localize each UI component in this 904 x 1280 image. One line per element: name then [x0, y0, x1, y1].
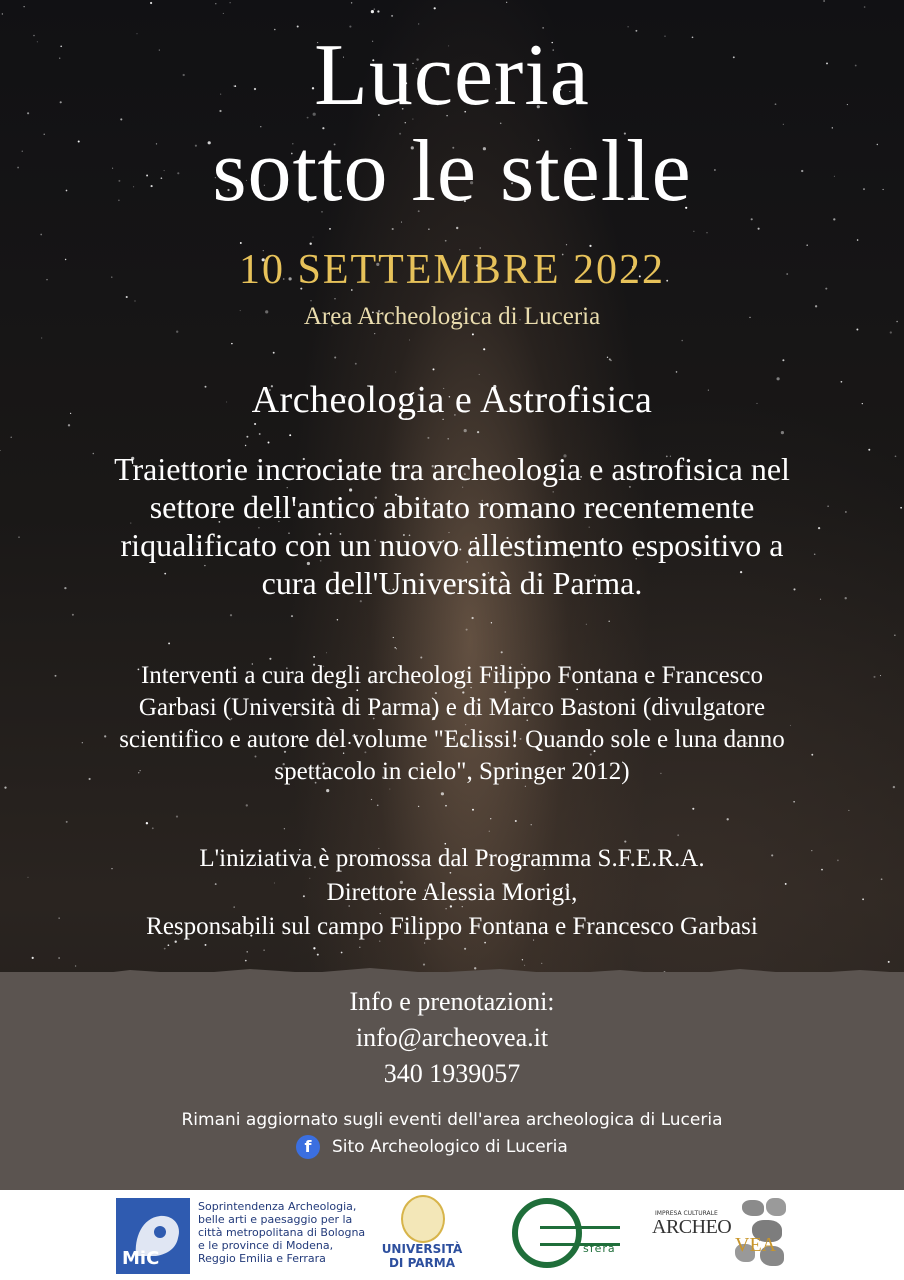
speakers-text	[30, 660, 874, 788]
promoters-line: L'iniziativa è promossa dal Programma S.F.E.R.A.	[199, 845, 705, 872]
description-line: cura dell'Università di Parma.	[261, 565, 643, 601]
event-subtitle: Archeologia e Astrofisica	[251, 379, 653, 421]
title-line-2: sotto le stelle	[212, 123, 692, 220]
stay-updated-text: Rimani aggiornato sugli eventi dell'area archeologica di Luceria	[181, 1110, 723, 1130]
speakers-line: Interventi a cura degli archeologi Filippo Fontana e Francesco	[140, 662, 763, 689]
speakers-line: Garbasi (Università di Parma) e di Marco Bastoni (divulgatore	[138, 694, 766, 721]
event-venue: Area Archeologica di Luceria	[303, 303, 601, 330]
facebook-icon: f	[296, 1135, 320, 1159]
university-of-parma-logo	[372, 1242, 472, 1270]
title-line-1: Luceria	[314, 27, 590, 124]
facebook-label: Sito Archeologico di Luceria	[332, 1137, 568, 1157]
speakers-line: scientifico e autore del volume "Eclissi! Quando sole e luna danno	[119, 726, 785, 753]
description-line: settore dell'antico abitato romano recentemente	[149, 489, 755, 525]
event-description	[20, 450, 884, 602]
info-phone[interactable]: 340 1939057	[383, 1059, 521, 1088]
soprintendenza-text: Soprintendenza Archeologia, belle arti e paesaggio per la città metropolitana di Bologna e le province di Modena, Reggio Emilia e Ferrara	[198, 1200, 366, 1265]
archeovea-accent: VEA	[735, 1234, 777, 1256]
stone-icon	[742, 1200, 764, 1216]
stone-icon	[766, 1198, 786, 1216]
speakers-line: spettacolo in cielo", Springer 2012)	[274, 758, 630, 785]
university-line-2: DI PARMA	[388, 1256, 456, 1270]
university-seal-icon	[401, 1195, 445, 1243]
info-heading: Info e prenotazioni:	[349, 987, 555, 1016]
archeovea-name: ARCHEO	[652, 1216, 732, 1238]
promoters-text	[0, 842, 904, 944]
facebook-link[interactable]	[296, 1134, 568, 1160]
mic-label: MiC	[122, 1248, 160, 1269]
sponsor-footer	[0, 1190, 904, 1280]
event-date: 10 SETTEMBRE 2022	[238, 247, 665, 293]
description-line: Traiettorie incrociate tra archeologia e astrofisica nel	[114, 451, 790, 487]
promoters-line: Direttore Alessia Morigi,	[326, 879, 578, 906]
info-email[interactable]: info@archeovea.it	[355, 1023, 549, 1052]
description-line: riqualificato con un nuovo allestimento espositivo a	[120, 527, 784, 563]
sfera-label: sfera	[583, 1242, 616, 1255]
promoters-line: Responsabili sul campo Filippo Fontana e Francesco Garbasi	[146, 913, 758, 940]
archeovea-tagline: IMPRESA CULTURALE	[655, 1210, 718, 1217]
university-line-1: UNIVERSITÀ	[381, 1242, 463, 1256]
